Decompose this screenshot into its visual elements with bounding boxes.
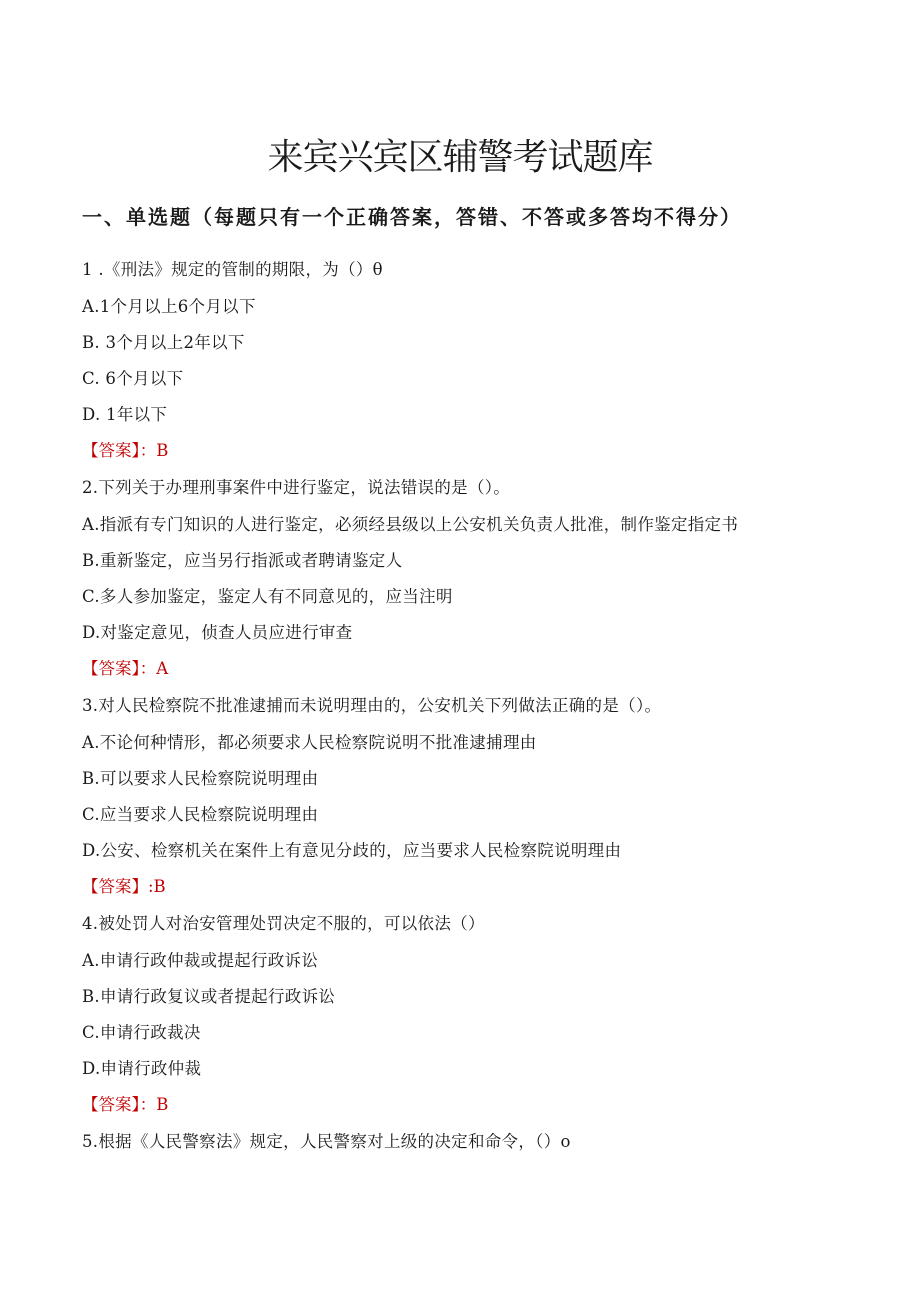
question-block xyxy=(82,1124,842,1161)
option-b: B. 3个月以上2年以下 xyxy=(82,333,245,352)
question-block xyxy=(82,688,842,906)
answer-value: ：A xyxy=(139,659,169,678)
option-c: C.应当要求人民检察院说明理由 xyxy=(82,805,319,824)
answer-line xyxy=(82,433,842,470)
option-c: C.多人参加鉴定，鉴定人有不同意见的，应当注明 xyxy=(82,587,453,606)
question-stem: 4.被处罚人对治安管理处罚决定不服的，可以依法（） xyxy=(82,914,485,933)
option-a: A.指派有专门知识的人进行鉴定，必须经县级以上公安机关负责人批准，制作鉴定指定书 xyxy=(82,515,739,534)
option-b: B.申请行政复议或者提起行政诉讼 xyxy=(82,987,336,1006)
option-d: D.申请行政仲裁 xyxy=(82,1059,202,1078)
question-stem: 5.根据《人民警察法》规定，人民警察对上级的决定和命令，（）o xyxy=(82,1132,571,1151)
question-block xyxy=(82,906,842,1124)
question-stem: 3.对人民检察院不批准逮捕而未说明理由的，公安机关下列做法正确的是（）。 xyxy=(82,696,662,715)
option-d: D.对鉴定意见，侦查人员应进行审查 xyxy=(82,623,353,642)
section-heading: 一、单选题（每题只有一个正确答案，答错、不答或多答均不得分） xyxy=(82,205,742,229)
question-stem: 2.下列关于办理刑事案件中进行鉴定，说法错误的是（）。 xyxy=(82,478,511,497)
answer-label: 【答案】 xyxy=(82,441,140,460)
option-a: A.1个月以上6个月以下 xyxy=(82,297,256,316)
answer-label: 【答案】 xyxy=(82,877,148,896)
option-c: C.申请行政裁决 xyxy=(82,1023,201,1042)
answer-label: 【答案】 xyxy=(82,1095,140,1114)
option-d: D. 1年以下 xyxy=(82,405,168,424)
answer-line xyxy=(82,1087,842,1124)
option-b: B.重新鉴定，应当另行指派或者聘请鉴定人 xyxy=(82,551,403,570)
option-a: A.申请行政仲裁或提起行政诉讼 xyxy=(82,951,319,970)
answer-value: :B xyxy=(148,877,166,896)
option-a: A.不论何种情形，都必须要求人民检察院说明不批准逮捕理由 xyxy=(82,733,537,752)
answer-label: 【答案】 xyxy=(82,659,140,678)
question-block xyxy=(82,470,842,688)
answer-value: ：B xyxy=(139,441,169,460)
question-block xyxy=(82,252,842,470)
document-title: 来宾兴宾区辅警考试题库 xyxy=(267,137,653,178)
answer-line xyxy=(82,869,842,906)
option-b: B.可以要求人民检察院说明理由 xyxy=(82,769,319,788)
answer-value: ：B xyxy=(139,1095,169,1114)
question-list xyxy=(82,252,842,1161)
option-d: D.公安、检察机关在案件上有意见分歧的，应当要求人民检察院说明理由 xyxy=(82,841,622,860)
answer-line xyxy=(82,651,842,688)
question-stem: 1 .《刑法》规定的管制的期限，为（）θ xyxy=(82,260,383,279)
option-c: C. 6个月以下 xyxy=(82,369,184,388)
